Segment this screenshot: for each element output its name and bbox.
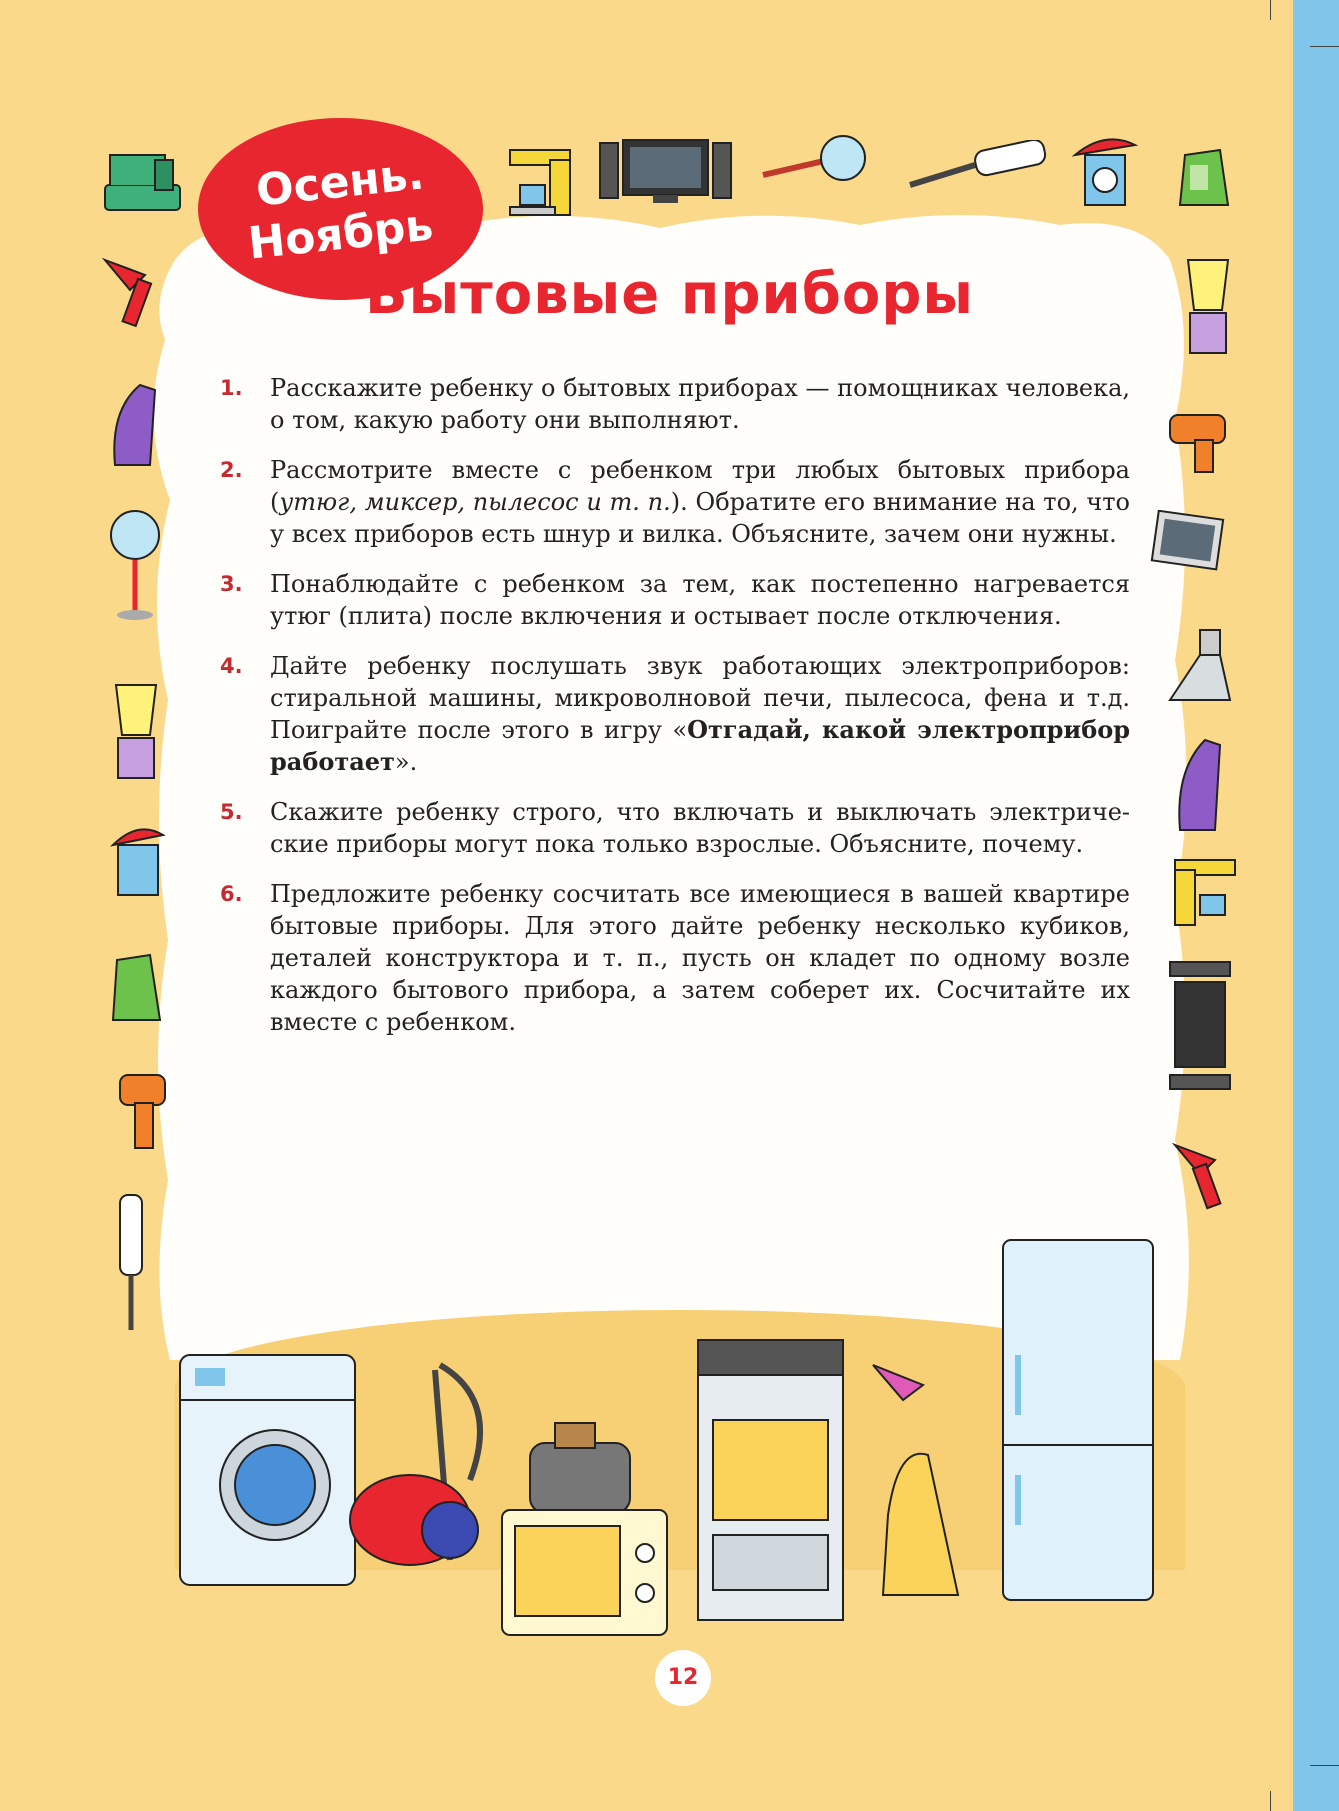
item-text: Понаблюдайте с ребенком за тем, как постепенно нагревается утюг (плита) после включения и остывает после отключения. xyxy=(270,570,1130,630)
fan-icon xyxy=(758,130,868,200)
item-text xyxy=(270,650,1130,778)
item-text: Скажите ребенку строго, что включать и выключать электрические приборы могут пока только взрослые. Объясните, почему. xyxy=(270,798,1130,858)
kettle-icon xyxy=(1170,135,1240,215)
item-text: Предложите ребенку сосчитать все имеющиеся в вашей квартире бытовые приборы. Для этого дайте ребенку несколько кубиков, деталей конструктора и т. п., пусть он кладет по одному возле каждого бытового прибора, а затем соберет их. Сосчитайте их вместе с ребенком. xyxy=(270,880,1130,1036)
tv-icon xyxy=(1165,960,1240,1100)
badge-month: Ноябрь xyxy=(245,199,436,270)
drill-icon xyxy=(1150,405,1235,475)
hair-dryer-icon xyxy=(868,1355,968,1615)
drill-icon xyxy=(110,1065,175,1160)
item-text: Расскажите ребенку о бытовых приборах — помощниках человека, о том, какую работу они выполняют. xyxy=(270,374,1130,434)
list-item xyxy=(220,796,1130,860)
item-text xyxy=(270,454,1130,550)
item-text-part: Рассмотрите вместе с ребенком три любых бытовых прибора ( xyxy=(270,456,1130,516)
badge-season: Осень. xyxy=(254,148,427,217)
iron-icon xyxy=(1170,735,1230,835)
coffee-maker-icon xyxy=(505,145,580,220)
monitor-icon xyxy=(1145,510,1230,590)
sewing-machine-icon xyxy=(100,140,190,225)
refrigerator-icon xyxy=(998,1235,1158,1605)
list-item xyxy=(220,372,1130,436)
fan-icon xyxy=(105,505,165,625)
scale-icon xyxy=(1070,130,1140,215)
iron-icon xyxy=(105,380,165,470)
blender-icon xyxy=(905,140,1055,200)
kettle-icon xyxy=(105,945,170,1030)
list-item xyxy=(220,878,1130,1038)
hood-icon xyxy=(1160,625,1240,715)
stove-icon xyxy=(693,1335,848,1625)
item-number: 3. xyxy=(220,572,243,596)
item-text-part: ». xyxy=(394,748,418,776)
item-number: 4. xyxy=(220,654,243,678)
toaster-icon xyxy=(525,1418,635,1518)
item-text-part: ). Обратите его внимание на то, что у всех приборов есть шнур и вилка. Объясните, зачем они нужны. xyxy=(270,488,1130,548)
item-text-bold: Отгадай, какой электроприбор работает xyxy=(270,715,1130,776)
instruction-list xyxy=(220,372,1130,1056)
list-item xyxy=(220,454,1130,550)
item-number: 6. xyxy=(220,882,243,906)
tv-icon xyxy=(598,135,733,210)
microwave-icon xyxy=(500,1508,670,1638)
item-number: 2. xyxy=(220,458,243,482)
item-number: 1. xyxy=(220,376,243,400)
washing-machine-icon xyxy=(175,1350,365,1590)
blender-icon xyxy=(112,1190,152,1340)
coffee-maker-icon xyxy=(1170,855,1245,935)
vacuum-cleaner-icon xyxy=(340,1360,510,1575)
hair-dryer-icon xyxy=(1170,1135,1245,1215)
list-item xyxy=(220,650,1130,778)
item-text-part: Дайте ребенку послушать звук работающих электроприборов: стиральной машины, микроволновой печи, пылесоса, фена и т.д. Поиграйте после этого в игру « xyxy=(270,652,1130,744)
blender-icon xyxy=(108,680,163,785)
list-item xyxy=(220,568,1130,632)
scale-icon xyxy=(108,820,168,905)
page-number: 12 xyxy=(655,1650,711,1706)
page-title: Бытовые приборы xyxy=(364,262,975,327)
item-number: 5. xyxy=(220,800,243,824)
item-text-italic: утюг, миксер, пылесос и т. п. xyxy=(279,488,671,516)
